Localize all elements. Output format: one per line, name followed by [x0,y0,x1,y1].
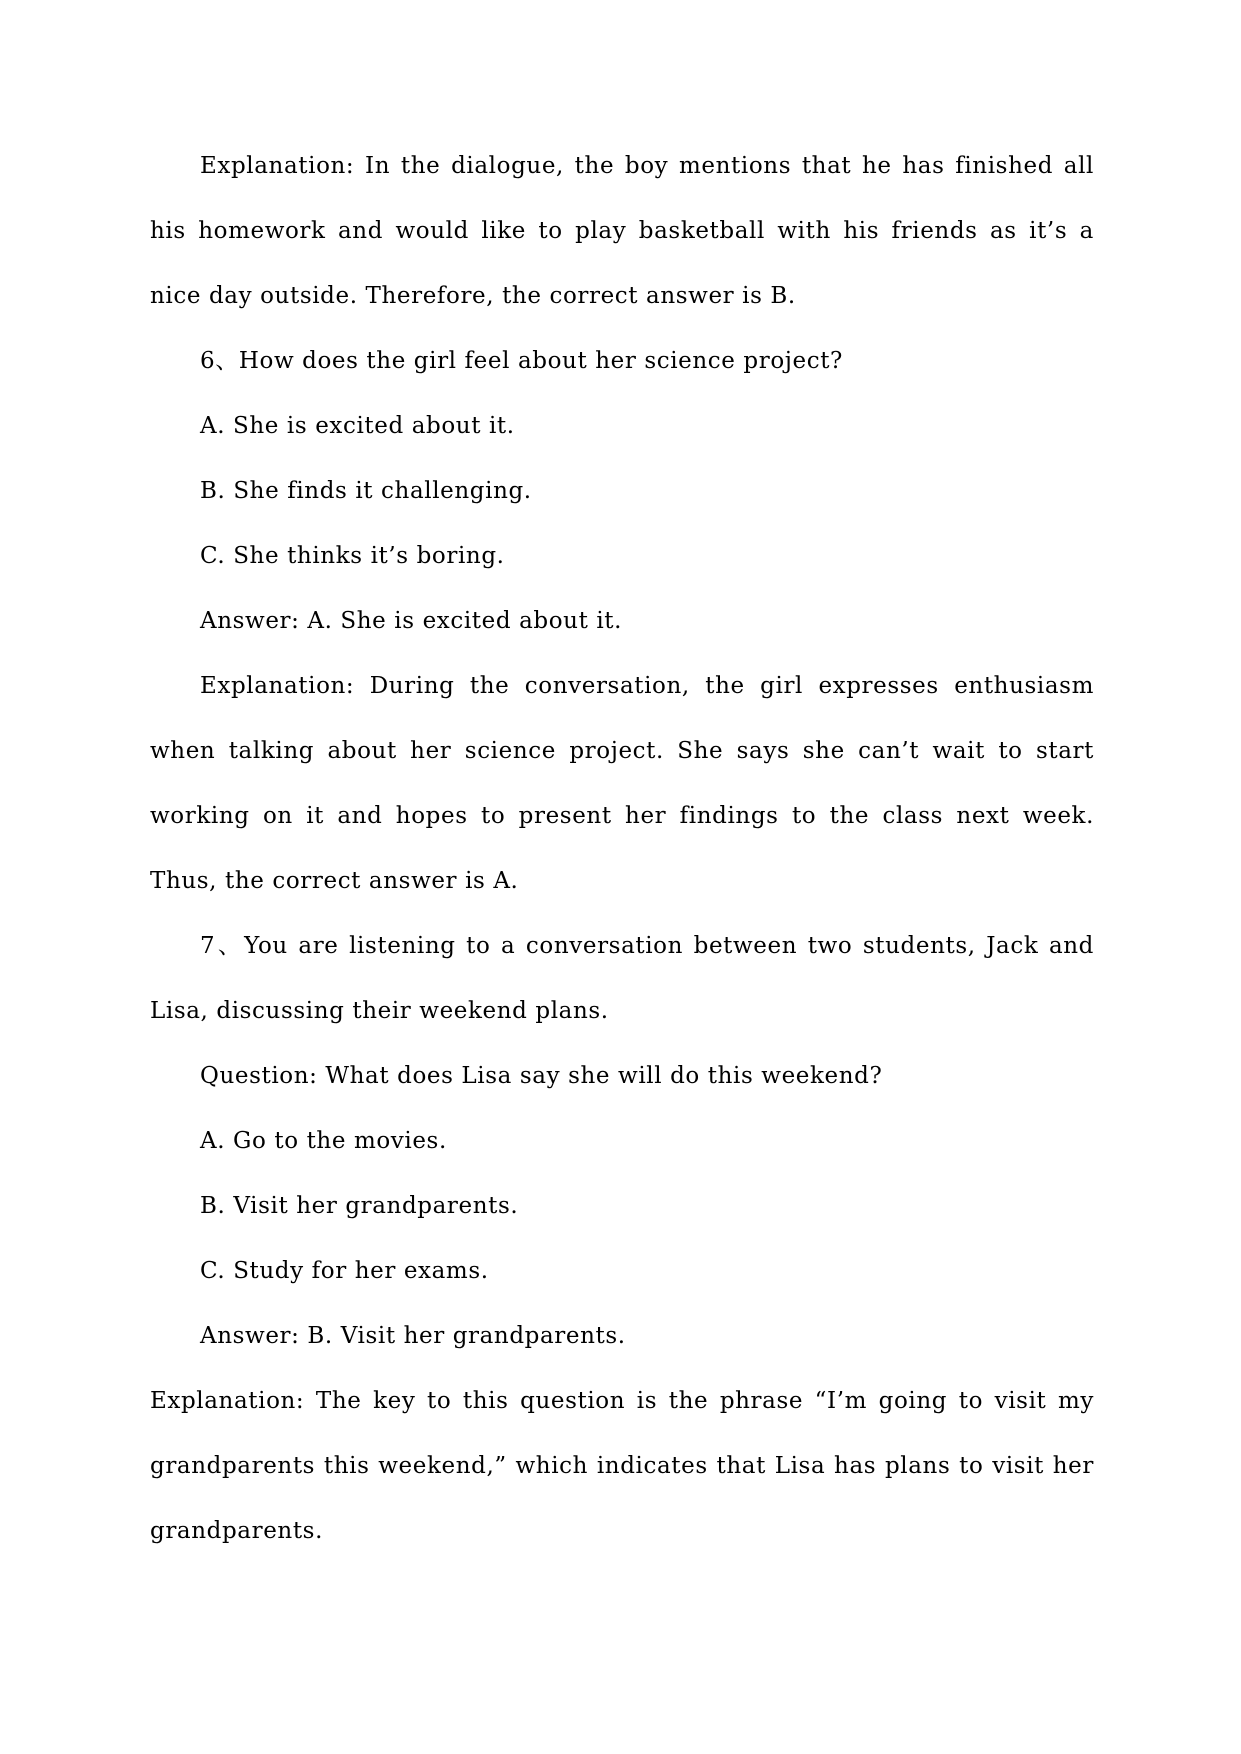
q6-explanation: Explanation: During the conversation, the girl expresses enthusiasm when talking about her science project. She says she can’t wait to start working on it and hopes to present her findings to the class next week. Thus, the correct answer is A. [150,673,1094,894]
q7-option-c: C. Study for her exams. [200,1258,489,1284]
question-6: 6、How does the girl feel about her science project? [200,348,843,374]
q6-option-c: C. She thinks it’s boring. [200,543,505,569]
question-7: Question: What does Lisa say she will do this weekend? [200,1063,883,1089]
q6-option-b: B. She finds it challenging. [200,478,532,504]
q7-option-a: A. Go to the movies. [200,1128,447,1154]
q6-option-a: A. She is excited about it. [200,413,515,439]
document-body [150,134,1094,1564]
q7-explanation: Explanation: The key to this question is the phrase “I’m going to visit my grandparents this weekend,” which indicates that Lisa has plans to visit her grandparents. [150,1388,1094,1544]
q7-answer: Answer: B. Visit her grandparents. [200,1323,626,1349]
q7-option-b: B. Visit her grandparents. [200,1193,519,1219]
question-7-intro: 7、You are listening to a conversation between two students, Jack and Lisa, discussing their weekend plans. [150,933,1094,1024]
q6-answer: Answer: A. She is excited about it. [200,608,623,634]
explanation-q5: Explanation: In the dialogue, the boy mentions that he has finished all his homework and would like to play basketball with his friends as it’s a nice day outside. Therefore, the correct answer is B. [150,153,1094,309]
